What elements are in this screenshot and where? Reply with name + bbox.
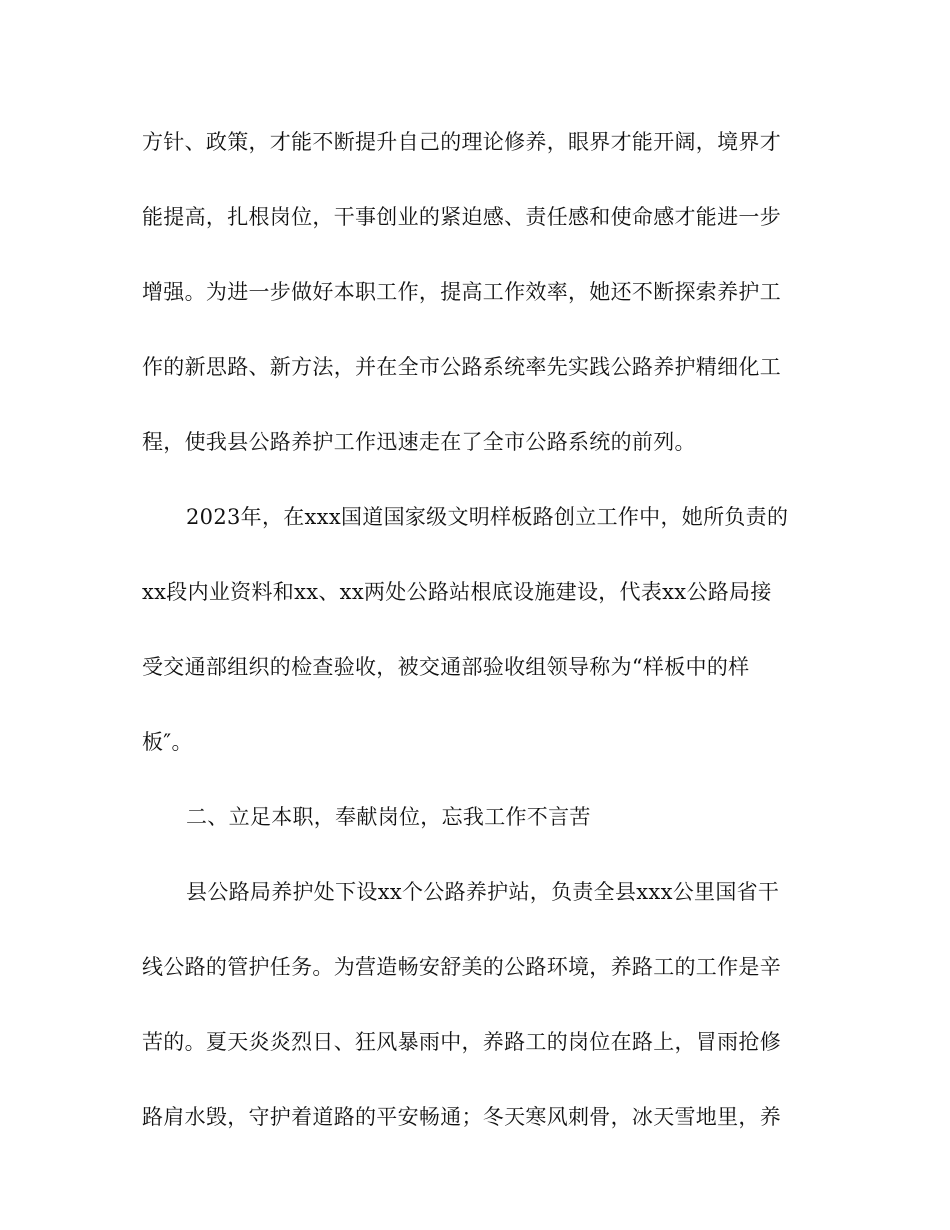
section-heading: 二、立足本职，奉献岗位，忘我工作不言苦: [186, 805, 591, 829]
text-line: xx段内业资料和xx、xx两处公路站根底设施建设，代表xx公路局接: [142, 580, 772, 604]
paragraph-start-line: 2023年，在xxx国道国家级文明样板路创立工作中，她所负责的: [186, 505, 789, 529]
text-line: 板″。: [142, 730, 193, 754]
text-line: 能提高，扎根岗位，干事创业的紧迫感、责任感和使命感才能进一步: [142, 205, 781, 229]
text-line: 苦的。夏天炎炎烈日、狂风暴雨中，养路工的岗位在路上，冒雨抢修: [142, 1030, 781, 1054]
text-line: 作的新思路、新方法，并在全市公路系统率先实践公路养护精细化工: [142, 355, 781, 379]
text-line: 方针、政策，才能不断提升自己的理论修养，眼界才能开阔，境界才: [142, 130, 781, 154]
text-line: 路肩水毁，守护着道路的平安畅通；冬天寒风刺骨，冰天雪地里，养: [142, 1105, 781, 1129]
text-line: 受交通部组织的检查验收，被交通部验收组领导称为“样板中的样: [142, 655, 750, 679]
paragraph-start-line: 县公路局养护处下设xx个公路养护站，负责全县xxx公里国省干: [186, 880, 780, 904]
text-line: 程，使我县公路养护工作迅速走在了全市公路系统的前列。: [142, 430, 696, 454]
text-line: 线公路的管护任务。为营造畅安舒美的公路环境，养路工的工作是辛: [142, 955, 781, 979]
text-line: 增强。为进一步做好本职工作，提高工作效率，她还不断探索养护工: [142, 280, 781, 304]
